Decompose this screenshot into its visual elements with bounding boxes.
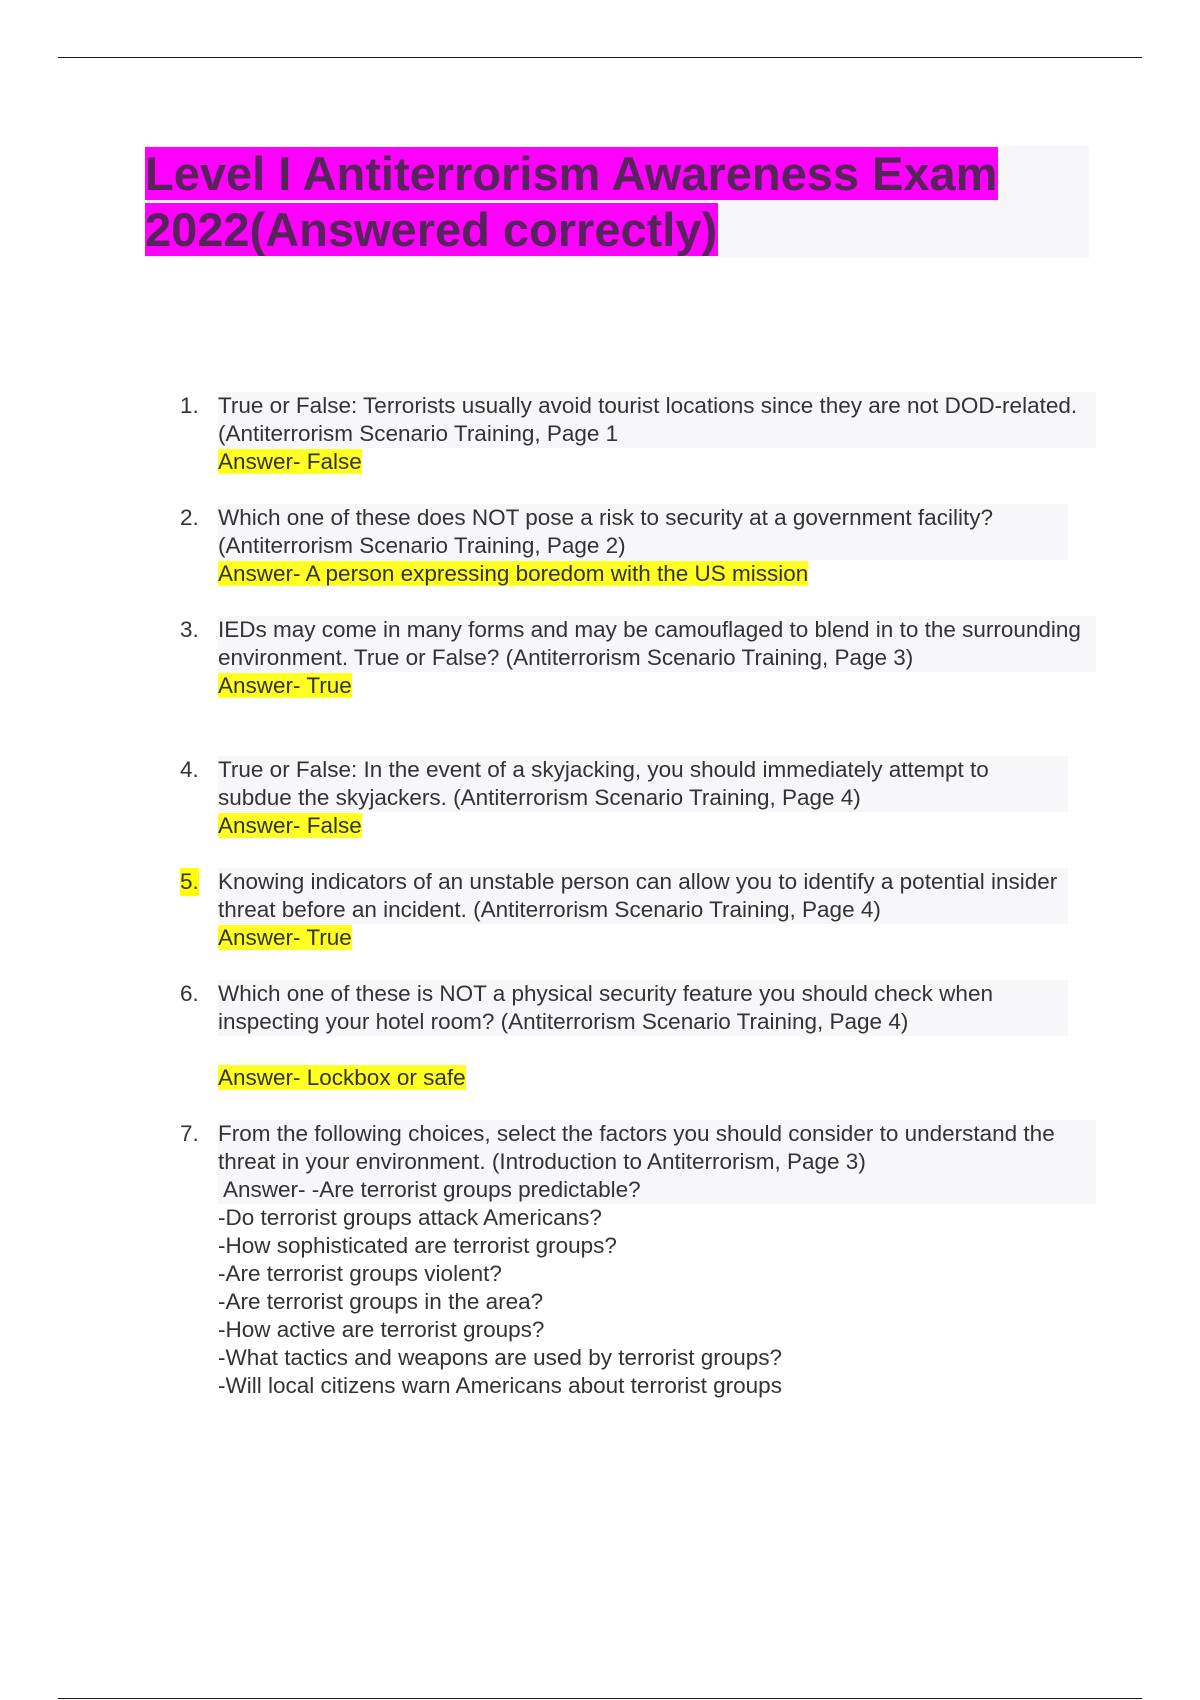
answer-choice: -How sophisticated are terrorist groups? (218, 1233, 617, 1258)
question-item (176, 756, 1096, 840)
answer-text: Answer- False (218, 449, 362, 474)
question-item (176, 616, 1096, 728)
answer-text: Answer- Lockbox or safe (218, 1065, 466, 1090)
question-number: 6. (180, 981, 199, 1006)
question-item (176, 980, 1096, 1092)
answer-choice: -What tactics and weapons are used by terrorist groups? (218, 1345, 783, 1370)
page-title (145, 146, 1089, 258)
question-number: 4. (180, 757, 199, 782)
question-item (176, 1120, 1096, 1400)
question-list (176, 392, 1096, 1400)
question-text: Which one of these does NOT pose a risk to security at a government facility? (Antiterrorism Scenario Training, Page 2) (218, 504, 1068, 560)
question-text: True or False: Terrorists usually avoid tourist locations since they are not DOD-related. (Antiterrorism Scenario Training, Page 1 (218, 392, 1096, 448)
question-text: True or False: In the event of a skyjacking, you should immediately attempt to subdue the skyjackers. (Antiterrorism Scenario Training, Page 4) (218, 756, 1068, 812)
top-rule (58, 57, 1142, 58)
question-text: IEDs may come in many forms and may be camouflaged to blend in to the surrounding environment. True or False? (Antiterrorism Scenario Training, Page 3) (218, 616, 1096, 672)
answer-text: Answer- A person expressing boredom with the US mission (218, 561, 809, 586)
question-text: Which one of these is NOT a physical security feature you should check when inspecting your hotel room? (Antiterrorism Scenario Training, Page 4) (218, 980, 1068, 1036)
title-block (145, 146, 1089, 258)
answer-choice: -Will local citizens warn Americans about terrorist groups (218, 1373, 782, 1398)
question-text: Knowing indicators of an unstable person can allow you to identify a potential insider threat before an incident. (Antiterrorism Scenario Training, Page 4) (218, 868, 1068, 924)
answer-text: Answer- True (218, 925, 352, 950)
question-number: 5. (180, 869, 199, 894)
answer-text: Answer- False (218, 813, 362, 838)
question-number: 2. (180, 505, 199, 530)
title-line-1: Level I Antiterrorism Awareness Exam (145, 147, 998, 200)
bottom-rule (58, 1698, 1142, 1699)
answer-choice: -Are terrorist groups violent? (218, 1261, 502, 1286)
question-text: From the following choices, select the factors you should consider to understand the threat in your environment. (Introduction to Antiterrorism, Page 3) (218, 1120, 1096, 1176)
answer-choice: -Do terrorist groups attack Americans? (218, 1205, 602, 1230)
question-number: 7. (180, 1121, 199, 1146)
question-item (176, 868, 1096, 952)
question-item (176, 504, 1096, 588)
blank-line (218, 1036, 1096, 1064)
answer-choice: -How active are terrorist groups? (218, 1317, 545, 1342)
answer-text: Answer- True (218, 673, 352, 698)
answer-text: Answer- -Are terrorist groups predictable? (218, 1176, 1096, 1204)
question-number: 3. (180, 617, 199, 642)
title-line-2: 2022(Answered correctly) (145, 203, 718, 256)
answer-choice: -Are terrorist groups in the area? (218, 1289, 544, 1314)
question-number: 1. (180, 393, 199, 418)
question-item (176, 392, 1096, 476)
